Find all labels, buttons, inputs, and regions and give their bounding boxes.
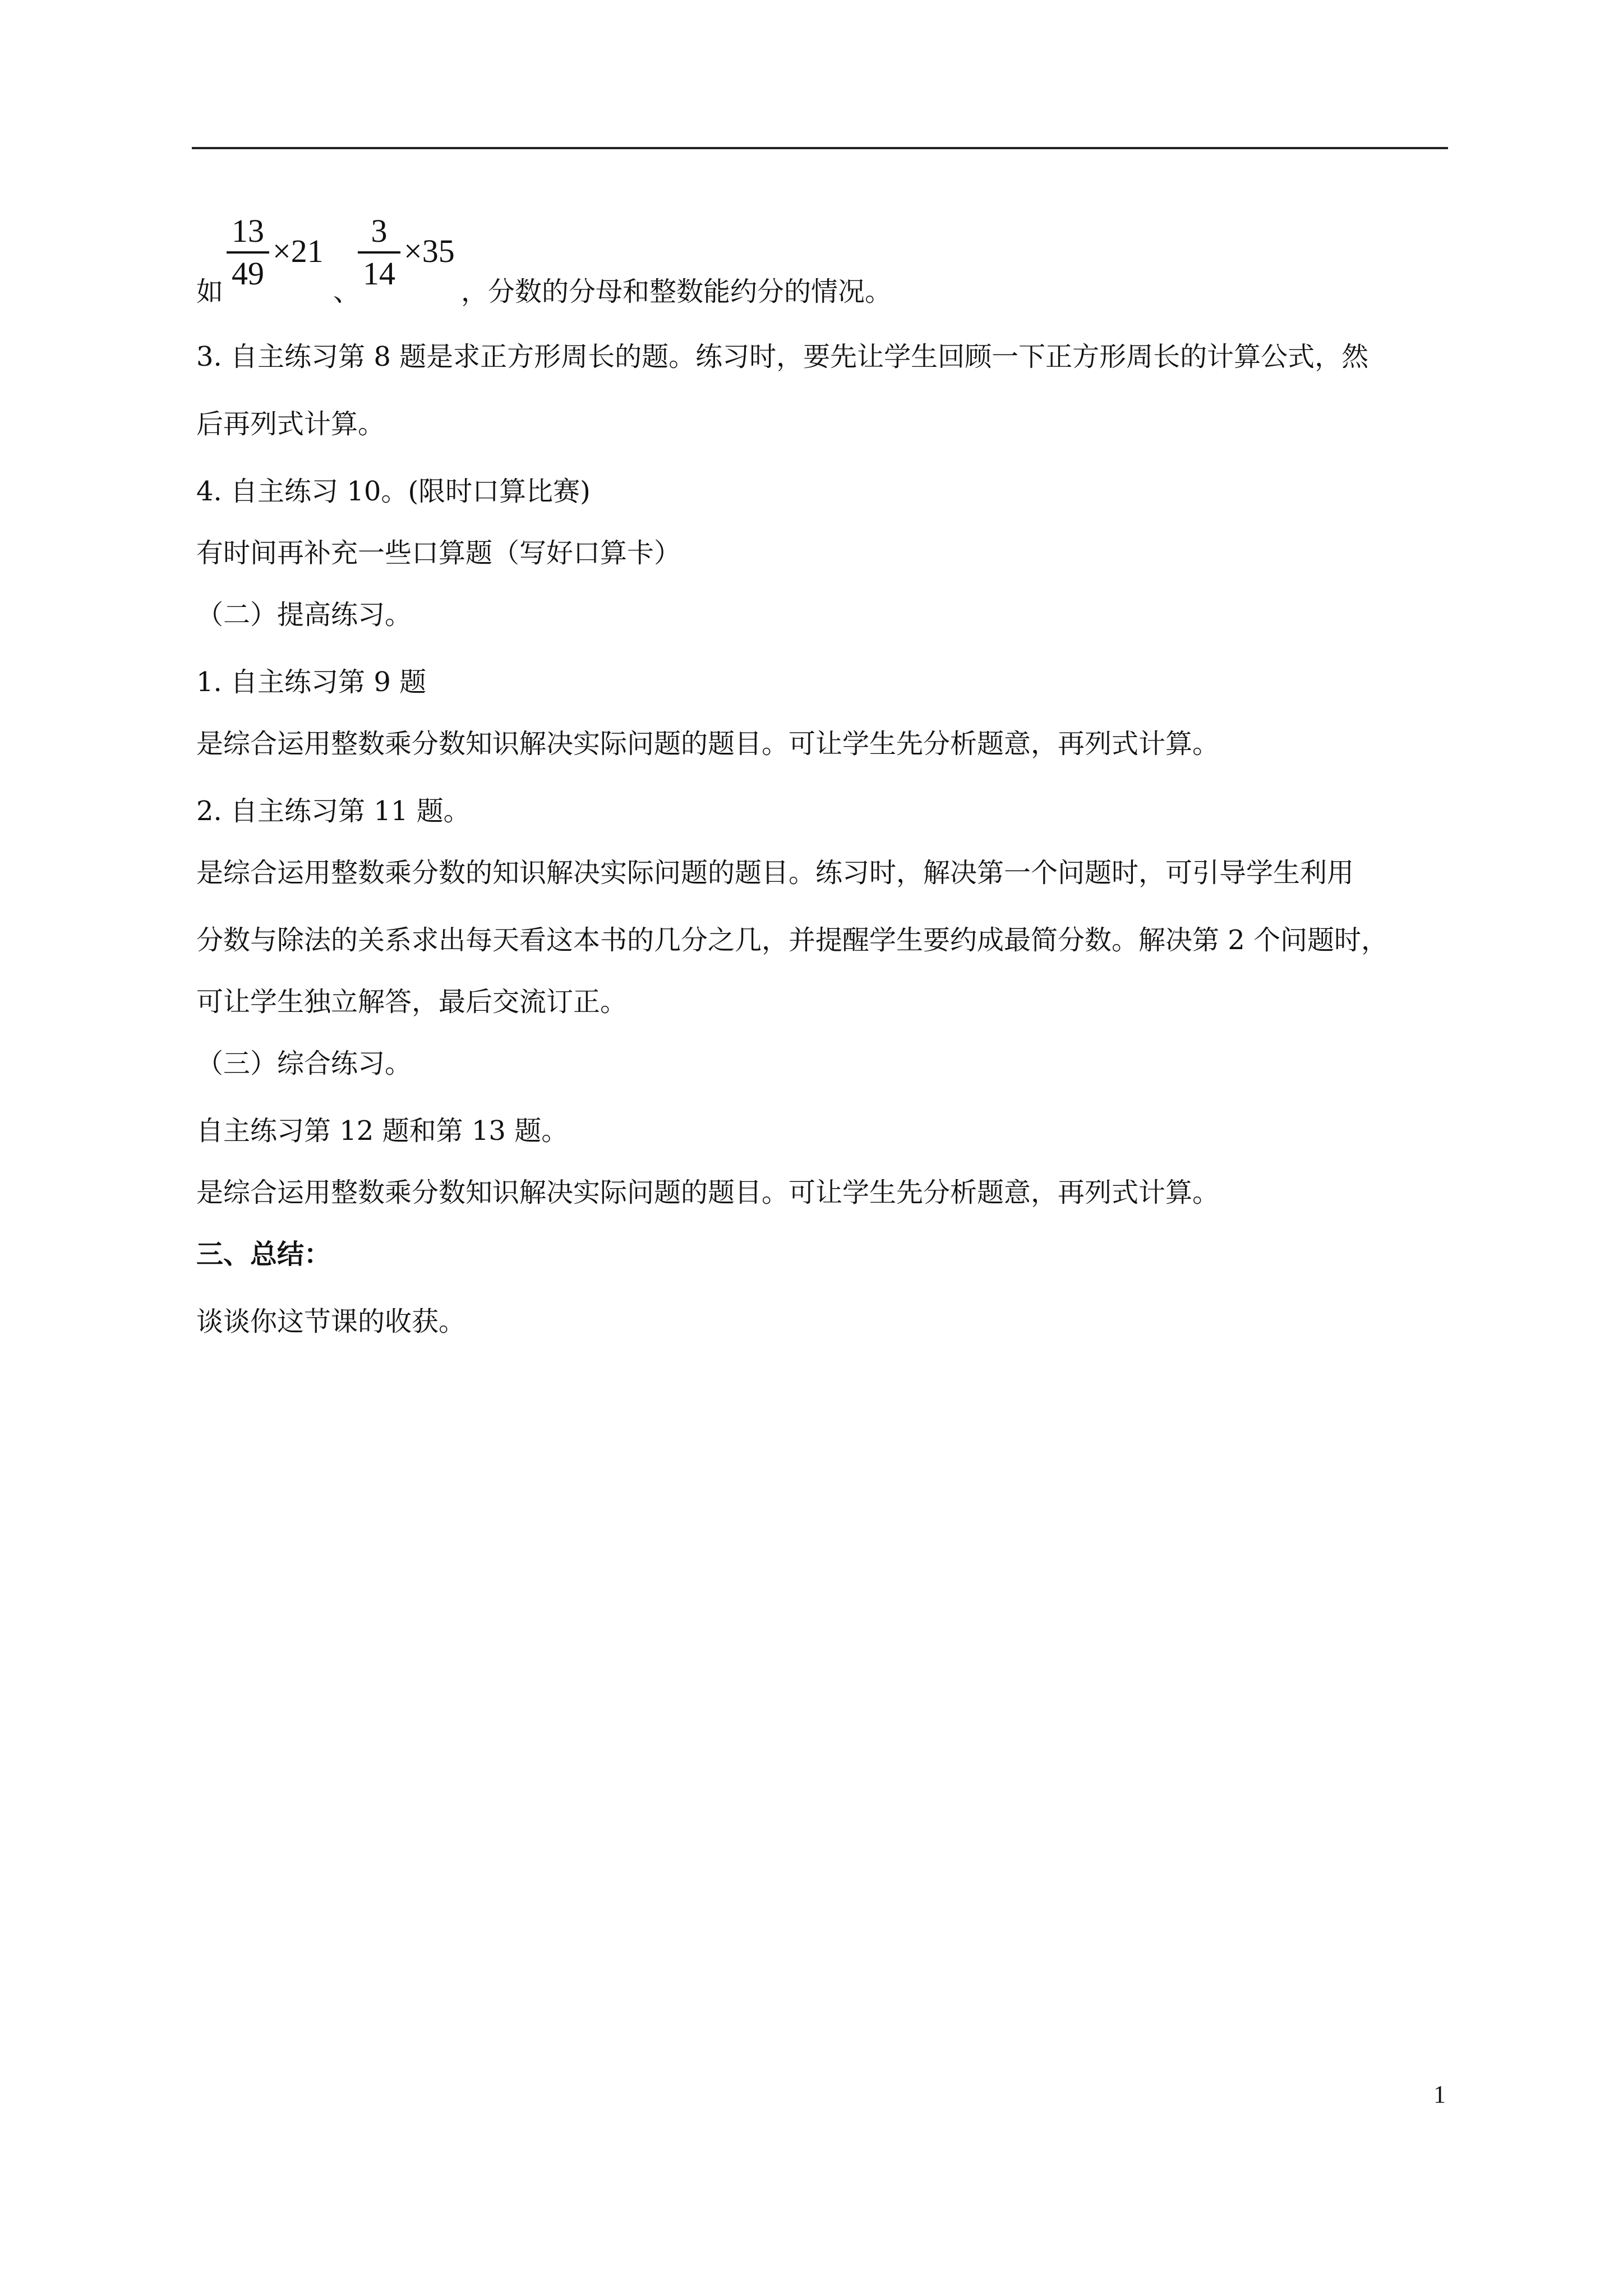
fraction-13-49 <box>225 213 270 292</box>
math-suffix: ，分数的分母和整数能约分的情况。 <box>461 276 892 307</box>
paragraph-line: 3. 自主练习第 8 题是求正方形周长的题。练习时，要先让学生回顾一下正方形周长的计算公式，然 <box>196 341 1369 372</box>
section-heading: （二）提高练习。 <box>196 599 412 631</box>
fraction-denominator: 49 <box>232 255 264 292</box>
paragraph-line: 是综合运用整数乘分数知识解决实际问题的题目。可让学生先分析题意，再列式计算。 <box>196 1177 1220 1208</box>
fraction-numerator: 3 <box>371 213 388 249</box>
math-multiplier-1: ×21 <box>273 233 324 269</box>
paragraph-line: 可让学生独立解答，最后交流订正。 <box>196 986 628 1018</box>
math-prefix: 如 <box>196 276 224 307</box>
paragraph-line: 后再列式计算。 <box>196 408 385 440</box>
fraction-3-14 <box>357 213 402 292</box>
page-number: 1 <box>1433 2081 1446 2108</box>
fraction-bar <box>358 251 400 254</box>
header-rule <box>192 147 1448 149</box>
paragraph-line: 2. 自主练习第 11 题。 <box>196 795 471 827</box>
paragraph-line: 谈谈你这节课的收获。 <box>196 1306 466 1337</box>
paragraph-line: 分数与除法的关系求出每天看这本书的几分之几，并提醒学生要约成最简分数。解决第 2 个问题时， <box>196 924 1389 956</box>
paragraph-line: 有时间再补充一些口算题（写好口算卡） <box>196 537 681 569</box>
section-heading: （三）综合练习。 <box>196 1048 412 1079</box>
paragraph-line: 自主练习第 12 题和第 13 题。 <box>196 1115 569 1147</box>
section-heading-summary: 三、总结： <box>196 1239 331 1270</box>
paragraph-line: 是综合运用整数乘分数知识解决实际问题的题目。可让学生先分析题意，再列式计算。 <box>196 728 1220 760</box>
math-example-line <box>196 213 1318 314</box>
fraction-numerator: 13 <box>232 213 264 249</box>
fraction-bar <box>227 251 269 254</box>
paragraph-line: 1. 自主练习第 9 题 <box>196 666 427 698</box>
paragraph-line: 是综合运用整数乘分数的知识解决实际问题的题目。练习时，解决第一个问题时，可引导学生利用 <box>196 857 1354 889</box>
fraction-denominator: 14 <box>363 255 395 292</box>
math-multiplier-2: ×35 <box>404 233 455 269</box>
paragraph-line: 4. 自主练习 10。(限时口算比赛) <box>196 476 591 507</box>
math-separator: 、 <box>333 276 361 307</box>
